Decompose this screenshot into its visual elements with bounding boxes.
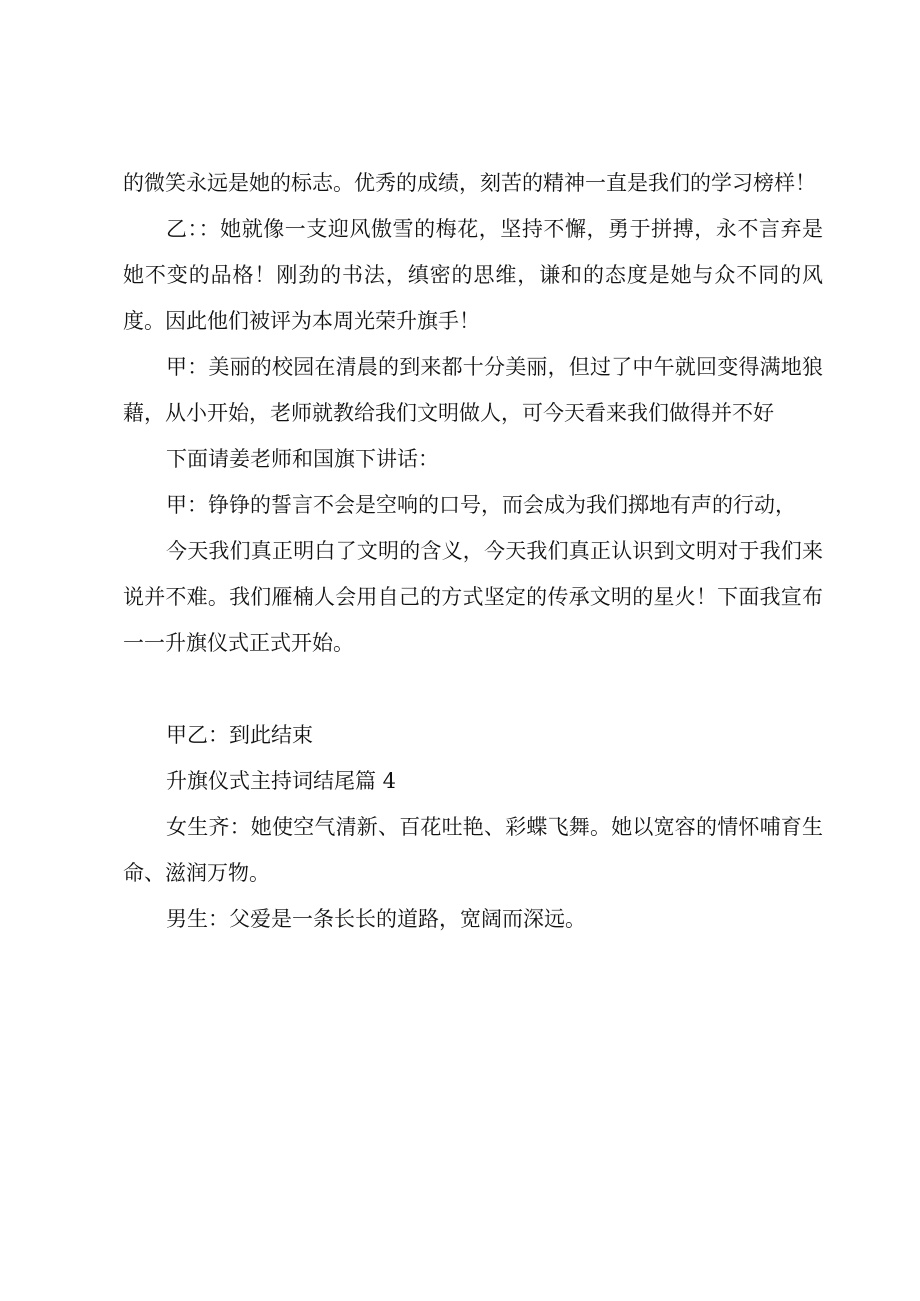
blank-line	[123, 666, 823, 712]
paragraph-3: 甲：美丽的校园在清晨的到来都十分美丽，但过了中午就回变得满地狼藉，从小开始，老师就教给我们文明做人，可今天看来我们做得并不好	[123, 355, 823, 425]
paragraph-5: 甲：铮铮的誓言不会是空响的口号，而会成为我们掷地有声的行动，	[166, 493, 796, 517]
document-body	[123, 160, 823, 942]
paragraph-9: 男生：父爱是一条长长的道路，宽阔而深远。	[166, 907, 586, 931]
paragraph-8: 女生齐：她使空气清新、百花吐艳、彩蝶飞舞。她以宽容的情怀哺育生命、滋润万物。	[123, 815, 823, 885]
paragraph-6: 今天我们真正明白了文明的含义，今天我们真正认识到文明对于我们来说并不难。我们雁楠人会用自己的方式坚定的传承文明的星火！下面我宣布一一升旗仪式正式开始。	[123, 539, 823, 655]
paragraph-7: 甲乙：到此结束	[166, 723, 313, 747]
section-heading: 升旗仪式主持词结尾篇 4	[166, 769, 397, 793]
paragraph-4: 下面请姜老师和国旗下讲话：	[166, 447, 439, 471]
paragraph-2: 乙：：她就像一支迎风傲雪的梅花，坚持不懈，勇于拼搏，永不言弃是她不变的品格！刚劲的书法，缜密的思维，谦和的态度是她与众不同的风度。因此他们被评为本周光荣升旗手！	[123, 217, 823, 333]
paragraph-1: 的微笑永远是她的标志。优秀的成绩，刻苦的精神一直是我们的学习榜样！	[123, 171, 816, 195]
